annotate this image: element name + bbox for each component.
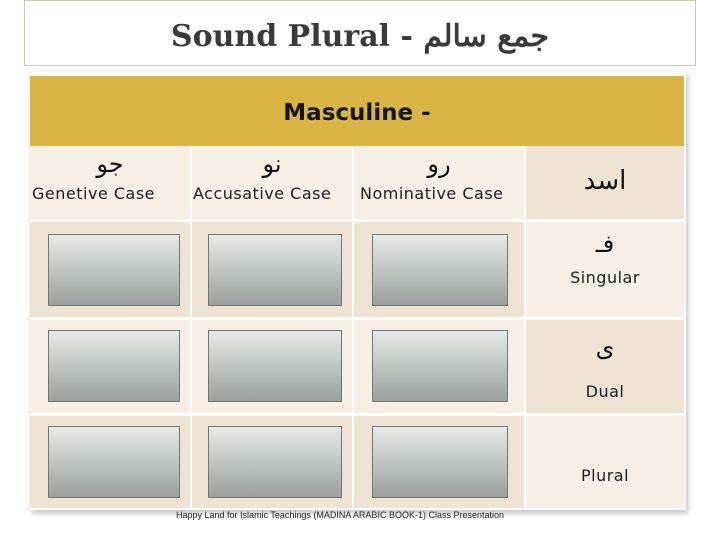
answer-box [48,426,180,498]
nominative-label: Nominative Case [360,184,504,203]
row-plural-genetive [30,416,192,508]
answer-box [208,426,342,498]
answer-box [372,234,508,306]
row-plural-accusative [192,416,354,508]
title-box [24,0,696,66]
genetive-arabic: جو [96,150,124,178]
genetive-label: Genetive Case [32,184,155,203]
plural-arabic [526,420,684,448]
slide-title: Sound Plural - جمع سالم [170,19,550,54]
answer-box [208,234,342,306]
plural-label: Plural [580,466,630,485]
row-plural-label [526,416,684,508]
row-dual-nominative [354,320,526,416]
table-header [30,76,684,146]
accusative-label: Accusative Case [193,184,332,203]
row-singular-label [526,222,684,320]
dual-label: Dual [585,382,625,401]
row-dual-accusative [192,320,354,416]
header-masculine: Masculine - [283,100,431,126]
answer-box [372,426,508,498]
col-header-genetive [30,146,192,222]
row-singular-nominative [354,222,526,320]
accusative-arabic: نو [262,150,282,178]
dual-arabic: ى [595,334,615,362]
nominative-arabic: رو [427,150,451,178]
row-dual-label [526,320,684,416]
footer-text: Happy Land for Islamic Teachings (MADINA ARABIC BOOK-1) Class Presentation [176,510,504,520]
row-plural-nominative [354,416,526,508]
answer-box [208,330,342,402]
col-header-word [526,146,684,222]
answer-box [372,330,508,402]
row-singular-accusative [192,222,354,320]
answer-box [48,234,180,306]
answer-box [48,330,180,402]
col-header-accusative [192,146,354,222]
row-singular-genetive [30,222,192,320]
row-dual-genetive [30,320,192,416]
singular-arabic: فـ [595,230,615,258]
word-arabic: اسد [583,166,627,196]
col-header-nominative [354,146,526,222]
singular-label: Singular [570,268,640,287]
